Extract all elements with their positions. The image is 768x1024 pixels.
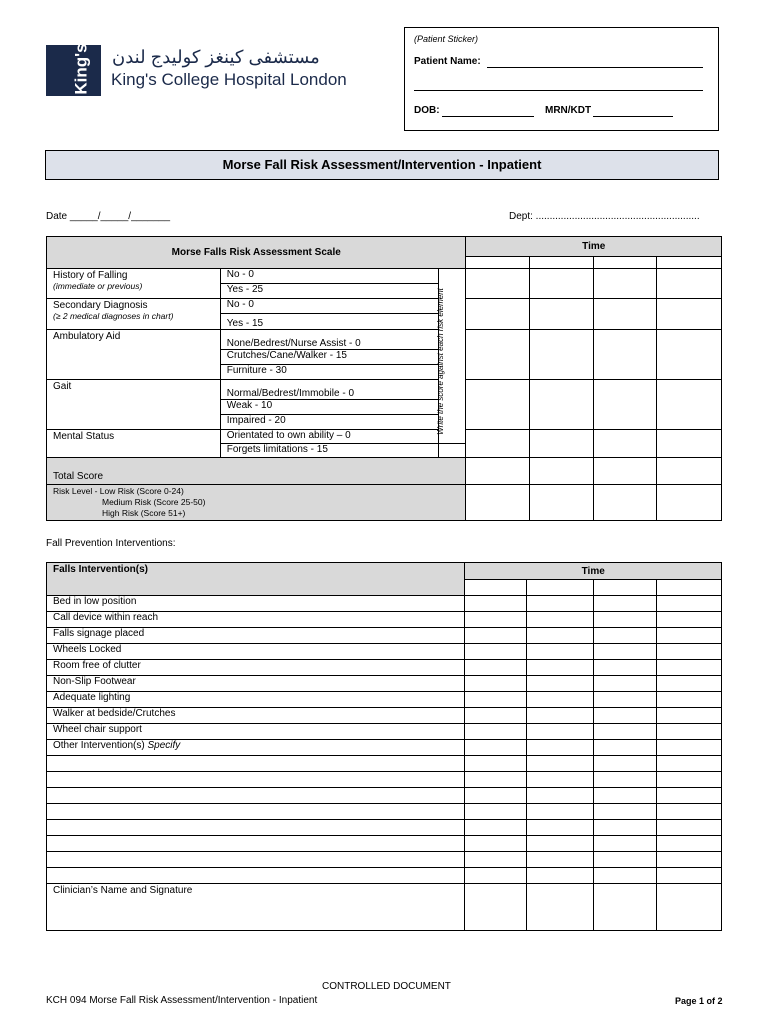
blank-row[interactable] bbox=[47, 852, 465, 868]
risk-cell[interactable] bbox=[594, 485, 657, 521]
time-slot[interactable] bbox=[466, 257, 530, 269]
intervention-item: Non-Slip Footwear bbox=[47, 676, 465, 692]
clinician-signature-label: Clinician’s Name and Signature bbox=[47, 884, 465, 931]
blank-row[interactable] bbox=[47, 772, 465, 788]
score-cell[interactable] bbox=[466, 330, 530, 380]
mrn-label: MRN/KDT bbox=[545, 105, 592, 116]
form-title: Morse Fall Risk Assessment/Intervention - Inpatient bbox=[45, 150, 719, 180]
signature-cell[interactable] bbox=[657, 884, 722, 931]
option: Yes - 25 bbox=[220, 284, 438, 299]
score-cell[interactable] bbox=[594, 269, 657, 299]
score-cell[interactable] bbox=[530, 299, 594, 330]
dept-field[interactable]: Dept: ........................................................... bbox=[509, 211, 700, 222]
risk-factor-gait: Gait bbox=[47, 380, 221, 430]
assessment-table bbox=[46, 236, 722, 521]
option: Furniture - 30 bbox=[220, 365, 438, 380]
intervention-item: Room free of clutter bbox=[47, 660, 465, 676]
total-cell[interactable] bbox=[466, 458, 530, 485]
blank-row[interactable] bbox=[47, 868, 465, 884]
intervention-item: Falls signage placed bbox=[47, 628, 465, 644]
patient-sticker-box bbox=[404, 27, 719, 131]
intervention-item: Bed in low position bbox=[47, 596, 465, 612]
vertical-note: Write the score against each risk element bbox=[435, 288, 445, 435]
option: Impaired - 20 bbox=[220, 415, 438, 430]
hospital-name: King's College Hospital London bbox=[111, 70, 347, 89]
score-cell[interactable] bbox=[466, 269, 530, 299]
sticker-caption: (Patient Sticker) bbox=[414, 34, 479, 44]
time-slot[interactable] bbox=[594, 580, 657, 596]
option: Weak - 10 bbox=[220, 400, 438, 415]
option: Normal/Bedrest/Immobile - 0 bbox=[220, 380, 438, 400]
option: No - 0 bbox=[220, 299, 438, 314]
time-slot[interactable] bbox=[594, 257, 657, 269]
interventions-header: Falls Intervention(s) bbox=[47, 563, 465, 596]
time-slot[interactable] bbox=[527, 580, 594, 596]
option: Orientated to own ability – 0 bbox=[220, 430, 438, 444]
intervention-item: Call device within reach bbox=[47, 612, 465, 628]
risk-levels: Risk Level - Low Risk (Score 0-24) Medium Risk (Score 25-50) High Risk (Score 51+) bbox=[47, 485, 466, 521]
score-cell[interactable] bbox=[530, 330, 594, 380]
signature-cell[interactable] bbox=[465, 884, 527, 931]
interventions-section-label: Fall Prevention Interventions: bbox=[46, 538, 176, 549]
score-cell[interactable] bbox=[466, 299, 530, 330]
option: Forgets limitations - 15 bbox=[220, 444, 438, 458]
option: No - 0 bbox=[220, 269, 438, 284]
risk-cell[interactable] bbox=[530, 485, 594, 521]
interventions-table bbox=[46, 562, 722, 931]
scale-header: Morse Falls Risk Assessment Scale bbox=[47, 237, 466, 269]
mrn-line[interactable] bbox=[593, 116, 673, 117]
patient-name-line[interactable] bbox=[487, 67, 703, 68]
score-cell[interactable] bbox=[657, 330, 722, 380]
intervention-item: Wheels Locked bbox=[47, 644, 465, 660]
time-slot[interactable] bbox=[657, 580, 722, 596]
score-cell[interactable] bbox=[466, 430, 530, 458]
hospital-name-arabic: مستشفى كينغز كوليدج لندن bbox=[112, 47, 320, 67]
dob-line[interactable] bbox=[442, 116, 534, 117]
interventions-time-header: Time bbox=[465, 563, 722, 580]
risk-factor-ambulatory-aid: Ambulatory Aid bbox=[47, 330, 221, 380]
blank-row[interactable] bbox=[47, 836, 465, 852]
kings-logo: King's bbox=[46, 45, 101, 96]
intervention-item: Wheel chair support bbox=[47, 724, 465, 740]
intervention-item: Walker at bedside/Crutches bbox=[47, 708, 465, 724]
risk-factor-secondary-diagnosis: Secondary Diagnosis (≥ 2 medical diagnoses in chart) bbox=[47, 299, 221, 330]
option: None/Bedrest/Nurse Assist - 0 bbox=[220, 330, 438, 350]
score-cell[interactable] bbox=[657, 380, 722, 430]
score-cell[interactable] bbox=[657, 269, 722, 299]
signature-cell[interactable] bbox=[594, 884, 657, 931]
score-cell[interactable] bbox=[594, 299, 657, 330]
blank-row[interactable] bbox=[47, 756, 465, 772]
patient-name-label: Patient Name: bbox=[414, 56, 481, 67]
date-field[interactable]: Date _____/_____/_______ bbox=[46, 211, 171, 222]
page-number: Page 1 of 2 bbox=[675, 996, 723, 1006]
score-cell[interactable] bbox=[657, 430, 722, 458]
score-cell[interactable] bbox=[594, 380, 657, 430]
score-cell[interactable] bbox=[657, 299, 722, 330]
option: Yes - 15 bbox=[220, 314, 438, 330]
score-column bbox=[435, 269, 466, 444]
blank-row[interactable] bbox=[47, 788, 465, 804]
risk-factor-mental-status: Mental Status bbox=[47, 430, 221, 458]
risk-cell[interactable] bbox=[466, 485, 530, 521]
time-header: Time bbox=[466, 237, 722, 257]
score-cell[interactable] bbox=[466, 380, 530, 430]
time-slot[interactable] bbox=[530, 257, 594, 269]
controlled-document-label: CONTROLLED DOCUMENT bbox=[322, 981, 451, 992]
blank-row[interactable] bbox=[47, 820, 465, 836]
document-reference: KCH 094 Morse Fall Risk Assessment/Intervention - Inpatient bbox=[46, 995, 318, 1006]
score-cell[interactable] bbox=[530, 380, 594, 430]
intervention-item: Adequate lighting bbox=[47, 692, 465, 708]
signature-cell[interactable] bbox=[527, 884, 594, 931]
risk-cell[interactable] bbox=[657, 485, 722, 521]
score-cell[interactable] bbox=[530, 269, 594, 299]
other-intervention: Other Intervention(s) Specify bbox=[47, 740, 465, 756]
patient-name-line-2[interactable] bbox=[414, 90, 703, 91]
dob-label: DOB: bbox=[414, 105, 440, 116]
total-cell[interactable] bbox=[530, 458, 594, 485]
risk-factor-history: History of Falling (immediate or previous) bbox=[47, 269, 221, 299]
blank-row[interactable] bbox=[47, 804, 465, 820]
time-slot[interactable] bbox=[657, 257, 722, 269]
total-cell[interactable] bbox=[594, 458, 657, 485]
total-cell[interactable] bbox=[657, 458, 722, 485]
option: Crutches/Cane/Walker - 15 bbox=[220, 350, 438, 365]
score-cell[interactable] bbox=[594, 330, 657, 380]
score-cell[interactable] bbox=[594, 430, 657, 458]
time-slot[interactable] bbox=[465, 580, 527, 596]
score-cell[interactable] bbox=[530, 430, 594, 458]
total-score-label: Total Score bbox=[47, 458, 466, 485]
